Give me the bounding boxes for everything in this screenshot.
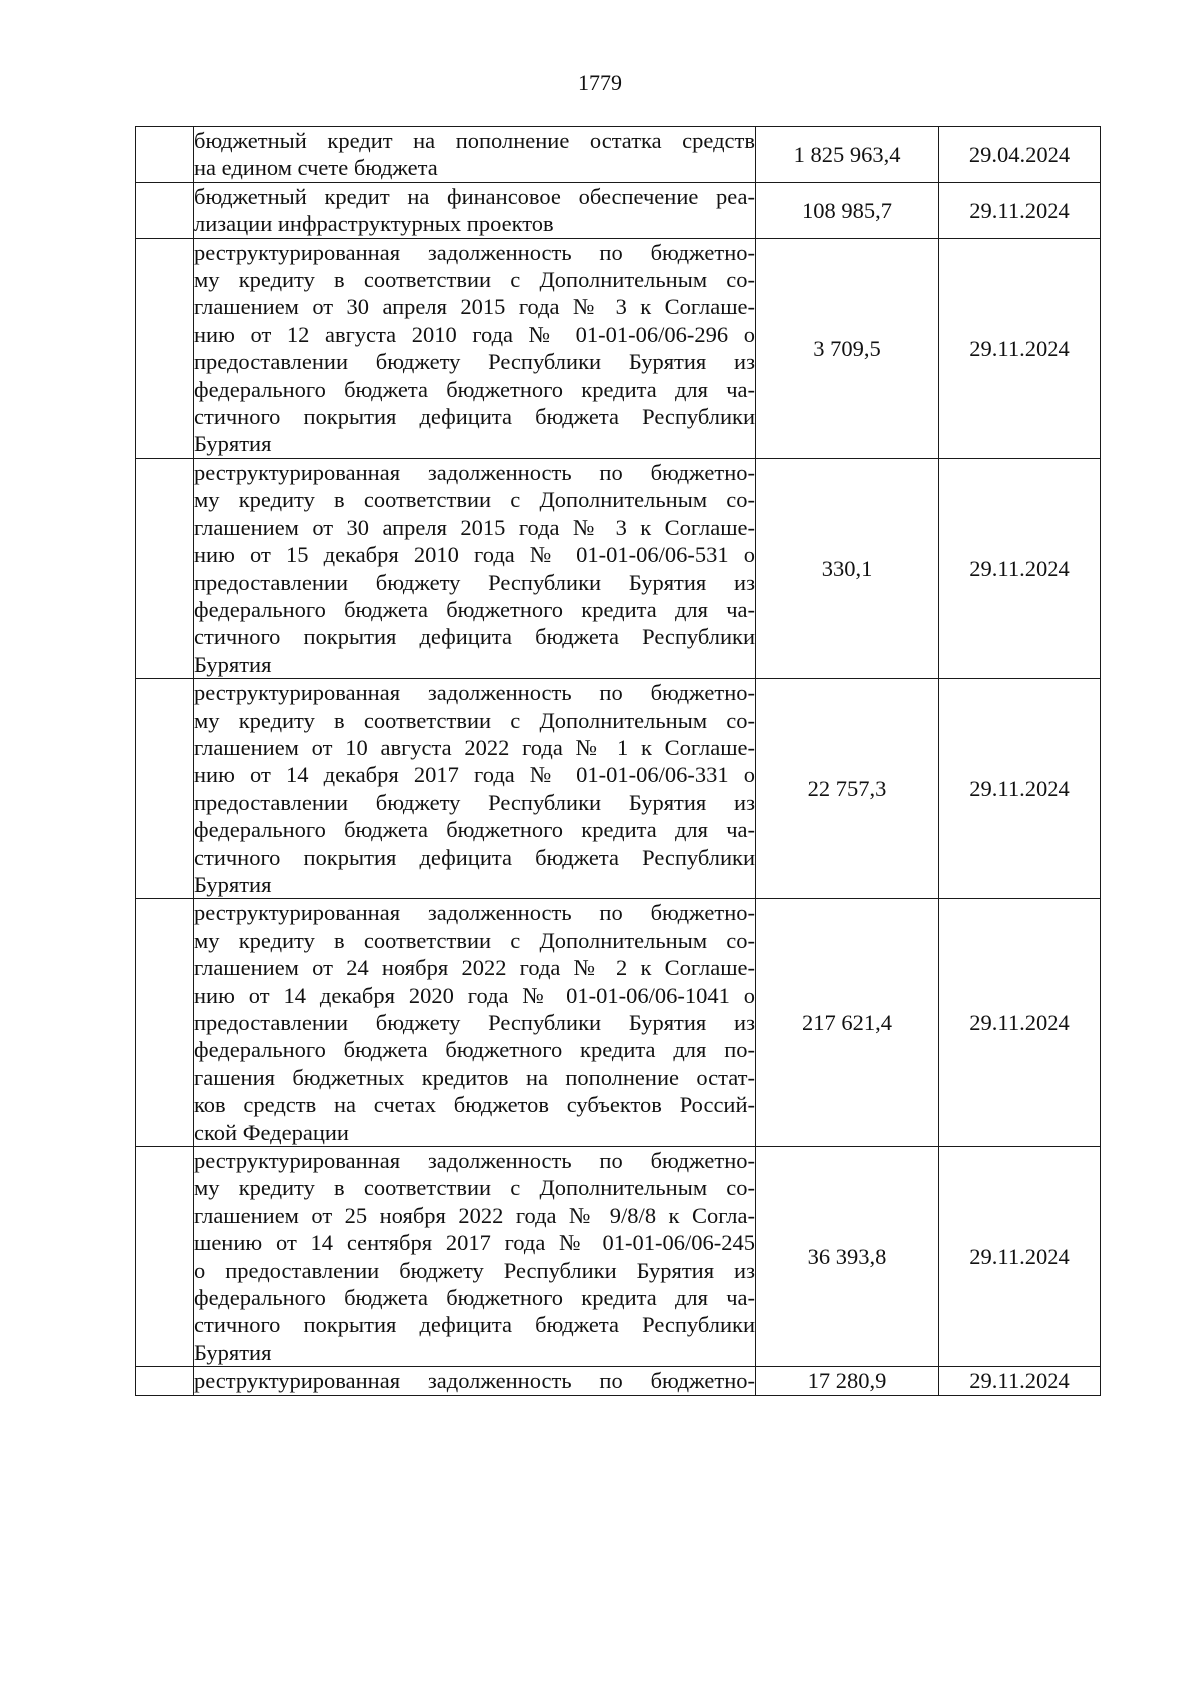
amount-cell: 17 280,9 (756, 1367, 939, 1395)
table-row (136, 1367, 1101, 1395)
description-line: шению от 14 сентября 2017 года № 01-01-06/06-245 (194, 1230, 755, 1256)
description-line: предоставлении бюджету Республики Бурятия из (194, 789, 755, 815)
row-number-cell (136, 1147, 194, 1367)
amount-cell: 36 393,8 (756, 1147, 939, 1367)
description-line: федерального бюджета бюджетного кредита для ча- (194, 817, 755, 843)
description-line: бюджетный кредит на финансовое обеспечение реа- (194, 183, 755, 209)
description-line: предоставлении бюджету Республики Бурятия из (194, 349, 755, 375)
row-number-cell (136, 899, 194, 1147)
description-cell (194, 127, 756, 183)
description-cell (194, 1147, 756, 1367)
description-line: нию от 14 декабря 2020 года № 01-01-06/06-1041 о (194, 982, 755, 1008)
description-line: му кредиту в соответствии с Дополнительным со- (194, 1175, 755, 1201)
table-body (136, 127, 1101, 1396)
description-line: стичного покрытия дефицита бюджета Республики (194, 1312, 755, 1338)
description-cell (194, 679, 756, 899)
date-cell: 29.11.2024 (939, 1367, 1101, 1395)
description-cell (194, 1367, 756, 1395)
description-line: реструктурированная задолженность по бюджетно- (194, 1148, 755, 1174)
description-line: глашением от 25 ноября 2022 года № 9/8/8 к Согла- (194, 1202, 755, 1228)
table-row (136, 127, 1101, 183)
row-number-cell (136, 182, 194, 238)
description-line: стичного покрытия дефицита бюджета Республики (194, 624, 755, 650)
budget-credit-table (135, 126, 1101, 1396)
description-line: глашением от 30 апреля 2015 года № 3 к Соглаше- (194, 294, 755, 320)
description-line: стичного покрытия дефицита бюджета Республики (194, 844, 755, 870)
row-number-cell (136, 127, 194, 183)
description-line: Бурятия (194, 651, 272, 677)
description-line: ской Федерации (194, 1119, 349, 1145)
table-row (136, 458, 1101, 678)
amount-cell: 217 621,4 (756, 899, 939, 1147)
description-line: гашения бюджетных кредитов на пополнение остат- (194, 1064, 755, 1090)
description-line: федерального бюджета бюджетного кредита для ча- (194, 1285, 755, 1311)
date-cell: 29.11.2024 (939, 1147, 1101, 1367)
description-line: о предоставлении бюджету Республики Бурятия из (194, 1257, 755, 1283)
description-line: на едином счете бюджета (194, 155, 438, 181)
date-cell: 29.11.2024 (939, 899, 1101, 1147)
description-line: предоставлении бюджету Республики Бурятия из (194, 569, 755, 595)
date-cell: 29.11.2024 (939, 238, 1101, 458)
description-cell (194, 899, 756, 1147)
description-line: му кредиту в соответствии с Дополнительным со- (194, 707, 755, 733)
row-number-cell (136, 679, 194, 899)
table-row (136, 182, 1101, 238)
description-line: реструктурированная задолженность по бюджетно- (194, 459, 755, 485)
amount-cell: 330,1 (756, 458, 939, 678)
description-line: Бурятия (194, 871, 272, 897)
date-cell: 29.04.2024 (939, 127, 1101, 183)
description-line: нию от 15 декабря 2010 года № 01-01-06/06-531 о (194, 542, 755, 568)
description-line: нию от 14 декабря 2017 года № 01-01-06/06-331 о (194, 762, 755, 788)
amount-cell: 22 757,3 (756, 679, 939, 899)
description-line: глашением от 10 августа 2022 года № 1 к Соглаше- (194, 734, 755, 760)
description-line: глашением от 24 ноября 2022 года № 2 к Соглаше- (194, 955, 755, 981)
description-line: федерального бюджета бюджетного кредита для ча- (194, 376, 755, 402)
row-number-cell (136, 238, 194, 458)
description-line: реструктурированная задолженность по бюджетно- (194, 1368, 755, 1394)
description-line: федерального бюджета бюджетного кредита для по- (194, 1037, 755, 1063)
description-cell (194, 238, 756, 458)
description-line: нию от 12 августа 2010 года № 01-01-06/06-296 о (194, 321, 755, 347)
description-line: лизации инфраструктурных проектов (194, 211, 554, 237)
table-row (136, 1147, 1101, 1367)
description-line: предоставлении бюджету Республики Бурятия из (194, 1010, 755, 1035)
description-line: реструктурированная задолженность по бюджетно- (194, 680, 755, 706)
description-line: ков средств на счетах бюджетов субъектов Россий- (194, 1092, 755, 1118)
description-line: реструктурированная задолженность по бюджетно- (194, 239, 755, 265)
description-line: Бурятия (194, 431, 272, 457)
description-line: му кредиту в соответствии с Дополнительным со- (194, 267, 755, 293)
table-row (136, 679, 1101, 899)
date-cell: 29.11.2024 (939, 458, 1101, 678)
description-cell (194, 182, 756, 238)
page-number: 1779 (578, 70, 622, 95)
description-line: глашением от 30 апреля 2015 года № 3 к Соглаше- (194, 514, 755, 540)
description-line: Бурятия (194, 1339, 272, 1365)
table-row (136, 238, 1101, 458)
description-line: федерального бюджета бюджетного кредита для ча- (194, 596, 755, 622)
date-cell: 29.11.2024 (939, 679, 1101, 899)
description-line: стичного покрытия дефицита бюджета Республики (194, 404, 755, 430)
description-line: реструктурированная задолженность по бюджетно- (194, 900, 755, 926)
date-cell: 29.11.2024 (939, 182, 1101, 238)
row-number-cell (136, 458, 194, 678)
description-line: бюджетный кредит на пополнение остатка средств (194, 128, 755, 153)
description-line: му кредиту в соответствии с Дополнительным со- (194, 487, 755, 513)
description-cell (194, 458, 756, 678)
amount-cell: 3 709,5 (756, 238, 939, 458)
row-number-cell (136, 1367, 194, 1395)
amount-cell: 108 985,7 (756, 182, 939, 238)
table-row (136, 899, 1101, 1147)
description-line: му кредиту в соответствии с Дополнительным со- (194, 927, 755, 953)
amount-cell: 1 825 963,4 (756, 127, 939, 183)
